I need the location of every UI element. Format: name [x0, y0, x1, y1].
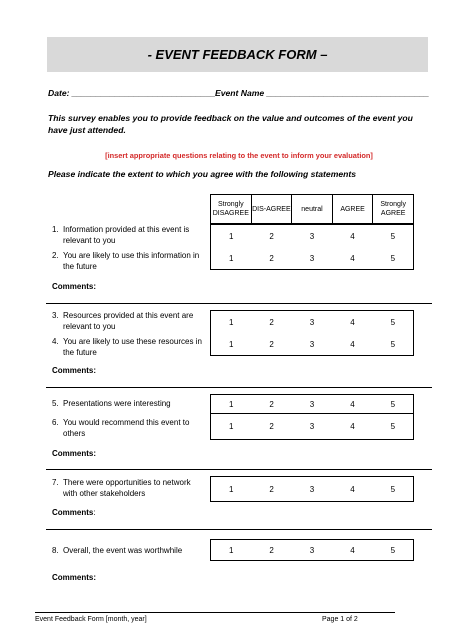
rating-box-q3-q4: [210, 310, 414, 356]
comments-label-3: Comments:: [52, 449, 97, 458]
rating-row-q7[interactable]: [211, 477, 413, 501]
question-text: Resources provided at this event are relevant to you: [63, 311, 194, 331]
rating-4[interactable]: 4: [350, 484, 355, 494]
question-5: [52, 398, 204, 409]
rating-3[interactable]: 3: [309, 253, 315, 263]
question-text: You are likely to use this information in the future: [63, 251, 200, 271]
rating-row-q1[interactable]: [211, 225, 413, 247]
rating-1[interactable]: 1: [228, 231, 234, 241]
comments-label-1: Comments:: [52, 282, 97, 291]
scale-strongly-disagree: Strongly DISAGREE: [210, 194, 252, 224]
rating-1[interactable]: 1: [228, 253, 234, 263]
rating-4[interactable]: 4: [350, 399, 355, 409]
rating-1[interactable]: 1: [228, 317, 234, 327]
question-1: [52, 224, 204, 246]
rating-row-q4[interactable]: [211, 333, 413, 355]
rating-1[interactable]: 1: [228, 545, 234, 555]
question-number: 8.: [52, 546, 59, 555]
rating-1[interactable]: 1: [228, 422, 234, 431]
date-field-label: Date: ______________________________: [48, 88, 216, 98]
footer-rule: [35, 612, 395, 613]
form-title: - EVENT FEEDBACK FORM –: [47, 37, 428, 72]
section-divider: [46, 469, 432, 470]
question-text: There were opportunities to network with other stakeholders: [63, 478, 191, 498]
scale-agree: AGREE: [332, 194, 374, 224]
rating-4[interactable]: 4: [350, 317, 355, 327]
question-text: Presentations were interesting: [63, 399, 171, 408]
rating-row-q6[interactable]: [211, 414, 413, 439]
question-text: Information provided at this event is relevant to you: [63, 225, 190, 245]
rating-5[interactable]: 5: [390, 253, 396, 263]
rating-5[interactable]: 5: [390, 399, 396, 409]
rating-5[interactable]: 5: [390, 422, 396, 431]
rating-box-q8: [210, 539, 414, 561]
question-3: [52, 310, 204, 332]
rating-2[interactable]: 2: [269, 231, 274, 241]
rating-3[interactable]: 3: [309, 399, 315, 409]
question-7: [52, 477, 204, 499]
scale-neutral: neutral: [291, 194, 333, 224]
section-divider: [46, 529, 432, 530]
rating-4[interactable]: 4: [350, 422, 355, 431]
scale-disagree: DIS-AGREE: [251, 194, 293, 224]
question-4: [52, 336, 204, 358]
rating-2[interactable]: 2: [269, 399, 274, 409]
rating-row-q5[interactable]: [211, 395, 413, 413]
rating-1[interactable]: 1: [228, 339, 234, 349]
rating-3[interactable]: 3: [309, 545, 315, 555]
comments-colon: :: [93, 508, 96, 517]
comments-label-4: [52, 508, 96, 517]
question-number: 4.: [52, 337, 59, 346]
section-divider: [46, 303, 432, 304]
comments-word: Comments: [52, 508, 94, 517]
footer-page-number: Page 1 of 2: [322, 616, 358, 623]
rating-box-q7: [210, 476, 414, 502]
scale-strongly-agree: Strongly AGREE: [372, 194, 414, 224]
rating-1[interactable]: 1: [228, 399, 234, 409]
rating-3[interactable]: 3: [309, 339, 315, 349]
question-6: [52, 417, 204, 439]
question-number: 2.: [52, 251, 59, 260]
question-number: 1.: [52, 225, 59, 234]
instructions-text: Please indicate the extent to which you agree with the following statements: [48, 169, 357, 179]
rating-3[interactable]: 3: [309, 317, 315, 327]
rating-5[interactable]: 5: [390, 231, 396, 241]
insert-note: [insert appropriate questions relating to the event to inform your evaluation]: [105, 151, 373, 160]
rating-scale-header: [210, 194, 414, 224]
question-text: You would recommend this event to others: [63, 418, 190, 438]
comments-label-2: Comments:: [52, 366, 97, 375]
rating-4[interactable]: 4: [350, 253, 355, 263]
question-text: Overall, the event was worthwhile: [63, 546, 183, 555]
rating-3[interactable]: 3: [309, 484, 315, 494]
section-divider: [46, 387, 432, 388]
rating-2[interactable]: 2: [269, 422, 274, 431]
rating-2[interactable]: 2: [269, 545, 274, 555]
footer-form-name: Event Feedback Form [month, year]: [35, 616, 147, 623]
rating-2[interactable]: 2: [269, 484, 274, 494]
rating-box-q1-q2: [210, 224, 414, 270]
rating-5[interactable]: 5: [390, 484, 396, 494]
rating-5[interactable]: 5: [390, 545, 396, 555]
rating-5[interactable]: 5: [390, 317, 396, 327]
rating-2[interactable]: 2: [269, 339, 274, 349]
rating-1[interactable]: 1: [228, 484, 234, 494]
rating-3[interactable]: 3: [309, 422, 315, 431]
question-number: 6.: [52, 418, 59, 427]
rating-4[interactable]: 4: [350, 231, 355, 241]
rating-4[interactable]: 4: [350, 545, 355, 555]
rating-5[interactable]: 5: [390, 339, 396, 349]
event-name-field-label: Event Name __________________________________: [215, 88, 430, 98]
rating-2[interactable]: 2: [269, 253, 274, 263]
comments-label-5: Comments:: [52, 573, 97, 582]
question-text: You are likely to use these resources in the future: [63, 337, 202, 357]
rating-box-q5: [210, 394, 414, 414]
intro-text: This survey enables you to provide feedback on the value and outcomes of the event you have just attended.: [48, 113, 413, 135]
question-number: 5.: [52, 399, 59, 408]
question-2: [52, 250, 204, 272]
rating-box-q6: [210, 413, 414, 440]
rating-row-q8[interactable]: [211, 540, 413, 560]
rating-3[interactable]: 3: [309, 231, 315, 241]
rating-row-q2[interactable]: [211, 247, 413, 269]
rating-row-q3[interactable]: [211, 311, 413, 333]
question-number: 3.: [52, 311, 59, 320]
question-number: 7.: [52, 478, 59, 487]
rating-4[interactable]: 4: [350, 339, 355, 349]
rating-2[interactable]: 2: [269, 317, 274, 327]
question-8: [52, 545, 204, 556]
